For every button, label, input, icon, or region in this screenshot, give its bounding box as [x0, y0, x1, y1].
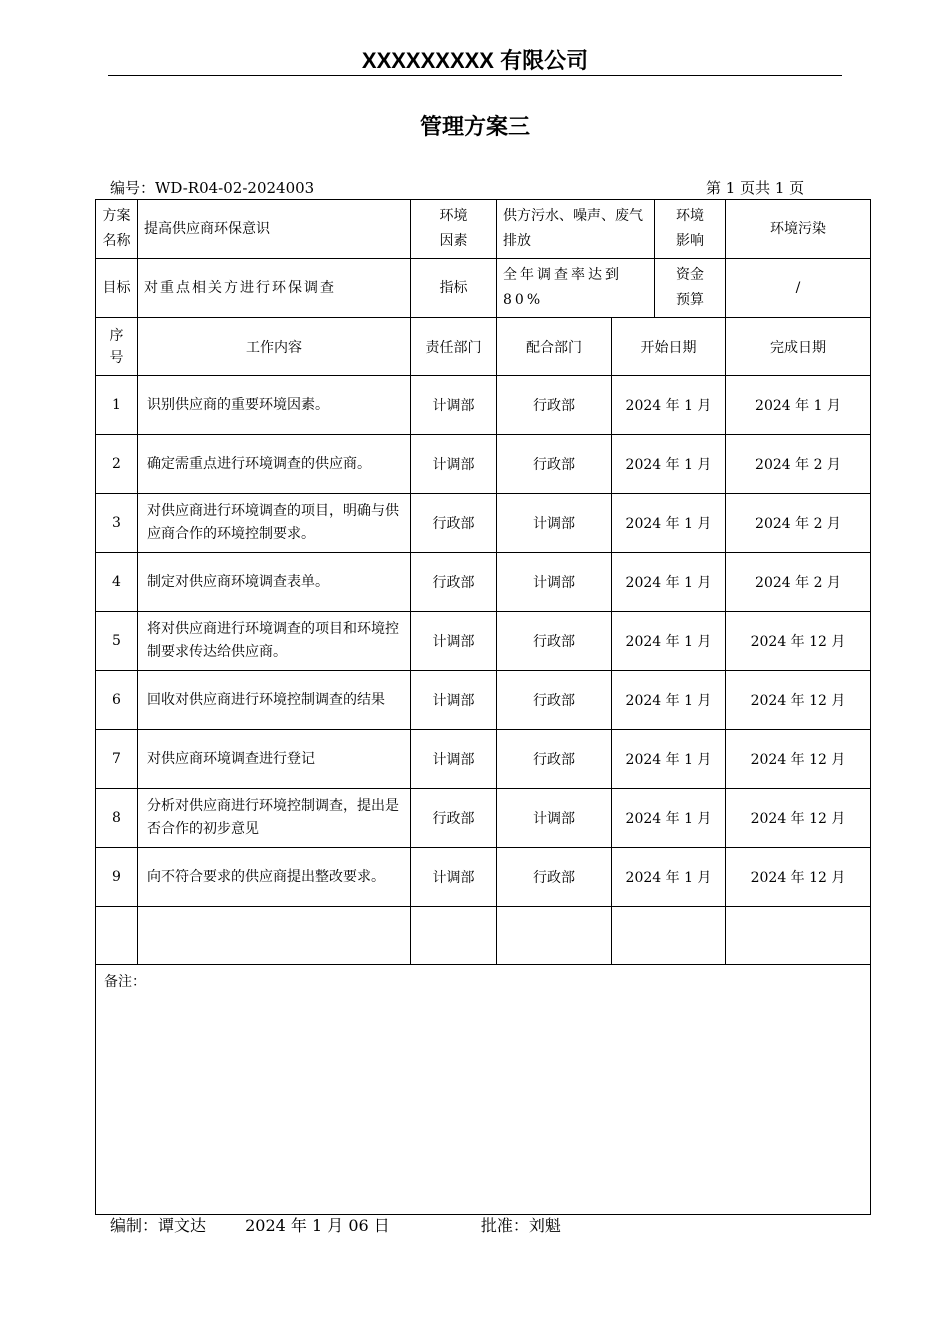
indicator-cell	[497, 259, 726, 318]
env-factor-value: 供方污水、噪声、废气排放	[503, 208, 643, 249]
edit-date: 2024 年 1 月 06 日	[245, 1216, 390, 1235]
row-coop-dept: 行政部	[497, 671, 612, 730]
table-row	[96, 789, 871, 848]
row-no: 8	[96, 789, 138, 848]
row-coop-dept: 计调部	[497, 789, 612, 848]
row-resp-dept: 行政部	[411, 789, 497, 848]
target-label: 目标	[96, 259, 138, 318]
header-row-target	[96, 259, 871, 318]
document-number: 编号：WD-R04-02-2024003	[110, 179, 315, 197]
table-row	[96, 612, 871, 671]
document-title: 管理方案三	[419, 114, 530, 139]
empty-cell	[612, 907, 726, 965]
row-end-date: 2024 年 12 月	[726, 612, 871, 671]
table-row	[96, 553, 871, 612]
empty-cell	[726, 907, 871, 965]
row-no: 1	[96, 376, 138, 435]
row-no: 5	[96, 612, 138, 671]
plan-name-value: 提高供应商环保意识	[138, 200, 411, 259]
row-no: 2	[96, 435, 138, 494]
row-end-date: 2024 年 2 月	[726, 494, 871, 553]
env-factor-cell	[497, 200, 726, 259]
col-header-coop: 配合部门	[497, 318, 612, 376]
row-content: 对供应商进行环境调查的项目，明确与供应商合作的环境控制要求。	[138, 494, 411, 553]
row-coop-dept: 计调部	[497, 494, 612, 553]
table-row	[96, 494, 871, 553]
env-factor-label: 环境 因素	[411, 200, 497, 259]
row-coop-dept: 行政部	[497, 612, 612, 671]
row-coop-dept: 行政部	[497, 376, 612, 435]
empty-cell	[497, 907, 612, 965]
row-coop-dept: 行政部	[497, 435, 612, 494]
row-end-date: 2024 年 2 月	[726, 435, 871, 494]
row-coop-dept: 行政部	[497, 848, 612, 907]
row-end-date: 2024 年 12 月	[726, 789, 871, 848]
row-coop-dept: 行政部	[497, 730, 612, 789]
footer	[110, 1213, 595, 1236]
row-start-date: 2024 年 1 月	[612, 435, 726, 494]
row-resp-dept: 计调部	[411, 376, 497, 435]
empty-cell	[411, 907, 497, 965]
row-no: 7	[96, 730, 138, 789]
row-start-date: 2024 年 1 月	[612, 376, 726, 435]
page-info: 第 1 页共 1 页	[706, 179, 805, 197]
header-divider	[108, 75, 842, 76]
env-impact-label: 环境 影响	[654, 200, 725, 258]
row-content: 制定对供应商环境调查表单。	[138, 553, 411, 612]
row-end-date: 2024 年 2 月	[726, 553, 871, 612]
col-header-start: 开始日期	[612, 318, 726, 376]
remarks-row	[96, 965, 871, 1215]
row-end-date: 2024 年 12 月	[726, 848, 871, 907]
env-impact-value: 环境污染	[726, 200, 871, 259]
row-content: 对供应商环境调查进行登记	[138, 730, 411, 789]
empty-row	[96, 907, 871, 965]
empty-cell	[96, 907, 138, 965]
table-row	[96, 730, 871, 789]
row-start-date: 2024 年 1 月	[612, 612, 726, 671]
row-end-date: 2024 年 1 月	[726, 376, 871, 435]
table-row	[96, 435, 871, 494]
row-start-date: 2024 年 1 月	[612, 553, 726, 612]
row-resp-dept: 行政部	[411, 553, 497, 612]
budget-value: /	[726, 259, 871, 318]
approver: 批准：刘魁	[480, 1216, 561, 1235]
row-content: 分析对供应商进行环境控制调查，提出是否合作的初步意见	[138, 789, 411, 848]
editor: 编制：谭文达	[110, 1216, 207, 1235]
row-resp-dept: 计调部	[411, 730, 497, 789]
column-header-row	[96, 318, 871, 376]
col-header-content: 工作内容	[138, 318, 411, 376]
col-header-no: 序 号	[96, 318, 138, 376]
row-content: 确定需重点进行环境调查的供应商。	[138, 435, 411, 494]
plan-name-label: 方案 名称	[96, 200, 138, 259]
row-coop-dept: 计调部	[497, 553, 612, 612]
remarks-cell	[96, 965, 871, 1215]
row-content: 向不符合要求的供应商提出整改要求。	[138, 848, 411, 907]
row-resp-dept: 计调部	[411, 671, 497, 730]
row-start-date: 2024 年 1 月	[612, 789, 726, 848]
row-no: 9	[96, 848, 138, 907]
table-row	[96, 376, 871, 435]
row-start-date: 2024 年 1 月	[612, 494, 726, 553]
col-header-resp: 责任部门	[411, 318, 497, 376]
row-resp-dept: 计调部	[411, 848, 497, 907]
row-content: 回收对供应商进行环境控制调查的结果	[138, 671, 411, 730]
row-no: 3	[96, 494, 138, 553]
col-header-end: 完成日期	[726, 318, 871, 376]
table-row	[96, 848, 871, 907]
company-name: XXXXXXXXX 有限公司	[361, 48, 589, 73]
indicator-value: 全年调查率达到 80%	[503, 267, 622, 308]
row-no: 4	[96, 553, 138, 612]
empty-cell	[138, 907, 411, 965]
row-end-date: 2024 年 12 月	[726, 730, 871, 789]
row-start-date: 2024 年 1 月	[612, 671, 726, 730]
row-resp-dept: 行政部	[411, 494, 497, 553]
row-content: 将对供应商进行环境调查的项目和环境控制要求传达给供应商。	[138, 612, 411, 671]
row-end-date: 2024 年 12 月	[726, 671, 871, 730]
row-no: 6	[96, 671, 138, 730]
budget-label: 资金 预算	[654, 259, 725, 317]
plan-table	[95, 199, 871, 1215]
row-resp-dept: 计调部	[411, 612, 497, 671]
row-content: 识别供应商的重要环境因素。	[138, 376, 411, 435]
row-start-date: 2024 年 1 月	[612, 848, 726, 907]
table-row	[96, 671, 871, 730]
row-start-date: 2024 年 1 月	[612, 730, 726, 789]
indicator-label: 指标	[411, 259, 497, 318]
row-resp-dept: 计调部	[411, 435, 497, 494]
header-row-plan	[96, 200, 871, 259]
remarks-label: 备注：	[104, 974, 146, 990]
target-value: 对重点相关方进行环保调查	[138, 259, 411, 318]
